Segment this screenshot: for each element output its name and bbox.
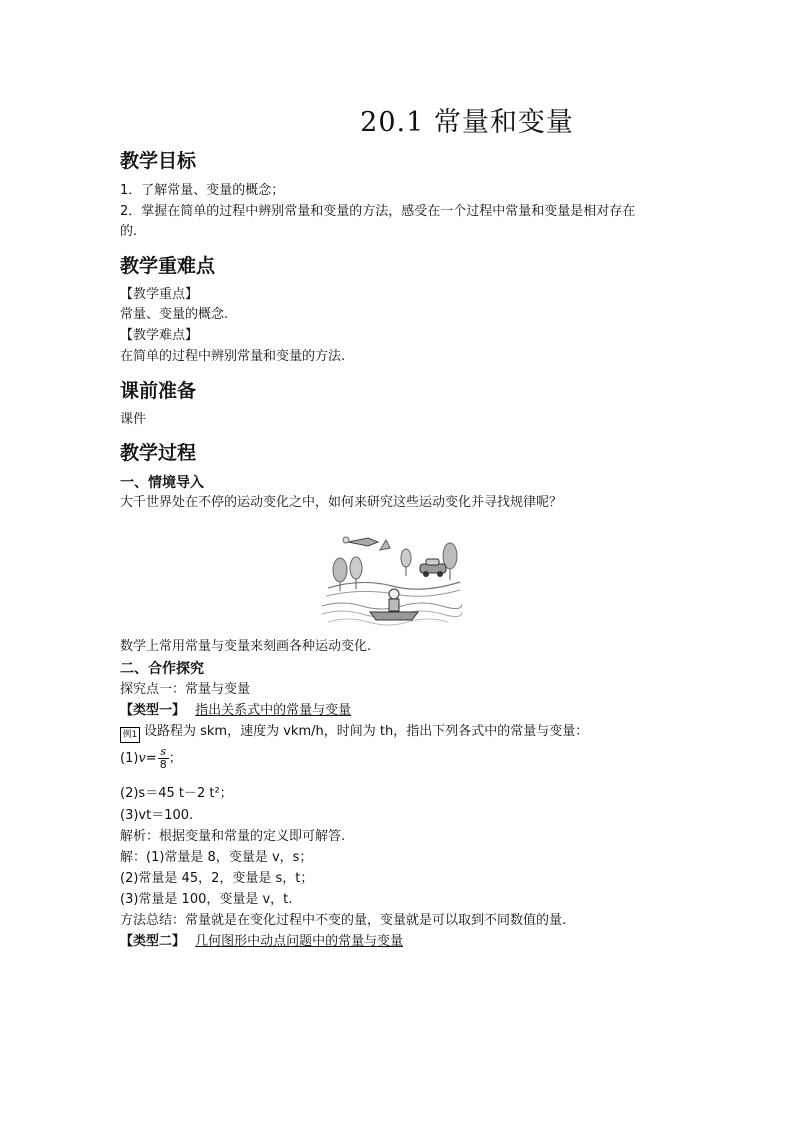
page-title: 20.1 常量和变量 — [360, 107, 574, 138]
eq1-numerator: s — [158, 746, 169, 759]
solution-2: (2)常量是 45，2，变量是 s，t； — [120, 871, 314, 886]
type1-line — [120, 700, 680, 721]
heading-goals: 教学目标 — [120, 150, 197, 172]
example-text: 设路程为 skm，速度为 vkm/h，时间为 th，指出下列各式中的常量与变量： — [144, 724, 589, 739]
type1-label: 【类型一】 — [120, 703, 186, 718]
type2-label: 【类型二】 — [120, 934, 186, 949]
eq1-fraction — [158, 746, 169, 771]
eq1-end: ； — [168, 751, 182, 766]
heading-prep: 课前准备 — [120, 380, 197, 402]
type2-line — [120, 931, 680, 952]
eq1-prefix: (1) — [120, 751, 139, 766]
method-summary: 方法总结：常量就是在变化过程中不变的量，变量就是可以取到不同数值的量. — [120, 913, 567, 928]
equation-1 — [120, 746, 680, 772]
prep-text: 课件 — [120, 412, 147, 427]
difficulty-label: 【教学难点】 — [120, 328, 199, 343]
scene-illustration — [322, 528, 462, 628]
type1-title: 指出关系式中的常量与变量 — [195, 703, 352, 718]
equation-3: (3)vt＝100. — [120, 808, 194, 823]
solution-3: (3)常量是 100，变量是 v，t. — [120, 892, 293, 907]
intro-after-text: 数学上常用常量与变量来刻画各种运动变化. — [120, 639, 372, 654]
intro-heading: 一、情境导入 — [120, 475, 204, 491]
eq1-equals: = — [145, 751, 157, 766]
eq1-lhs: v — [138, 751, 146, 766]
intro-text: 大千世界处在不停的运动变化之中，如何来研究这些运动变化并寻找规律呢？ — [120, 495, 563, 510]
equation-2: (2)s＝45 t－2 t²； — [120, 786, 233, 801]
example-badge: 例1 — [120, 727, 140, 743]
eq1-denominator: 8 — [159, 758, 167, 771]
type2-title: 几何图形中动点问题中的常量与变量 — [195, 934, 404, 949]
focus-label: 【教学重点】 — [120, 287, 199, 302]
focus-text: 常量、变量的概念. — [120, 307, 229, 322]
heading-key-points: 教学重难点 — [120, 255, 216, 277]
goal-item-2: 2．掌握在简单的过程中辨别常量和变量的方法，感受在一个过程中常量和变量是相对存在 — [120, 204, 636, 219]
goal-item-2-cont: 的. — [120, 224, 138, 239]
coop-heading: 二、合作探究 — [120, 661, 204, 677]
example-line — [120, 721, 680, 743]
difficulty-text: 在简单的过程中辨别常量和变量的方法. — [120, 349, 346, 364]
solution-1: 解：(1)常量是 8，变量是 v，s； — [120, 850, 313, 865]
point-label: 探究点一：常量与变量 — [120, 682, 251, 697]
heading-process: 教学过程 — [120, 442, 197, 464]
analysis-text: 解析：根据变量和常量的定义即可解答. — [120, 829, 346, 844]
goal-item-1: 1．了解常量、变量的概念； — [120, 183, 285, 198]
